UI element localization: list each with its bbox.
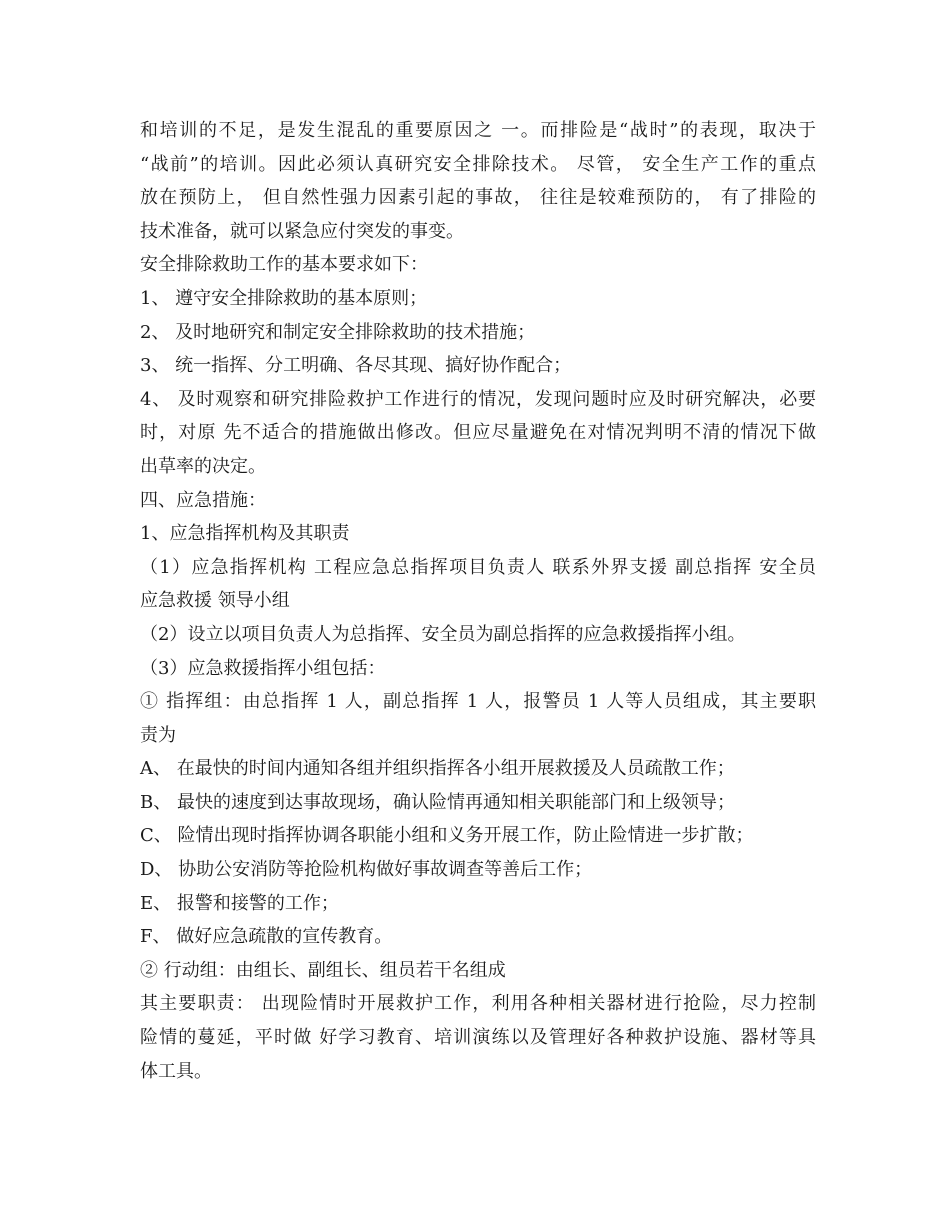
text-line: 时，对原 先不适合的措施做出修改。但应尽量避免在对情况判明不清的情况下做 bbox=[140, 422, 816, 444]
list-item: （1）应急指挥机构 工程应急总指挥项目负责人 联系外界支援 副总指挥 安全员 bbox=[140, 556, 816, 578]
section-heading: 四、应急措施： bbox=[140, 489, 266, 511]
text-line: “战前”的培训。因此必须认真研究安全排除技术。 尽管， 安全生产工作的重点 bbox=[140, 153, 816, 175]
text-line: 应急救援 领导小组 bbox=[140, 590, 290, 612]
list-item: 4、 及时观察和研究排险救护工作进行的情况，发现问题时应及时研究解决，必要 bbox=[140, 388, 816, 410]
list-item: D、 协助公安消防等抢险机构做好事故调查等善后工作； bbox=[140, 859, 593, 881]
list-item: A、 在最快的时间内通知各组并组织指挥各小组开展救援及人员疏散工作； bbox=[140, 758, 735, 780]
list-item: ② 行动组：由组长、副组长、组员若干名组成 bbox=[140, 959, 506, 981]
list-item: 3、 统一指挥、分工明确、各尽其现、搞好协作配合； bbox=[140, 355, 572, 377]
text-line: 责为 bbox=[140, 724, 176, 746]
text-line: 和培训的不足，是发生混乱的重要原因之 一。而排险是“战时”的表现，取决于 bbox=[140, 120, 816, 141]
subsection-heading: 1、应急指挥机构及其职责 bbox=[140, 523, 350, 545]
document-body bbox=[140, 114, 816, 1088]
list-item: 2、 及时地研究和制定安全排除救助的技术措施； bbox=[140, 321, 536, 343]
list-item: E、 报警和接警的工作； bbox=[140, 892, 339, 914]
section-intro: 安全排除救助工作的基本要求如下： bbox=[140, 254, 428, 276]
list-item: 1、 遵守安全排除救助的基本原则； bbox=[140, 287, 428, 309]
list-item: F、 做好应急疏散的宣传教育。 bbox=[140, 926, 393, 948]
list-item: B、 最快的速度到达事故现场，确认险情再通知相关职能部门和上级领导； bbox=[140, 791, 735, 813]
text-line: 技术准备，就可以紧急应付突发的事变。 bbox=[140, 220, 464, 242]
text-line: 放在预防上， 但自然性强力因素引起的事故， 往往是较难预防的， 有了排险的 bbox=[140, 187, 816, 209]
text-line: 出草率的决定。 bbox=[140, 455, 266, 477]
text-line: 其主要职责： 出现险情时开展救护工作，利用各种相关器材进行抢险，尽力控制 bbox=[140, 993, 816, 1015]
list-item: ① 指挥组：由总指挥 1 人，副总指挥 1 人，报警员 1 人等人员组成，其主要职 bbox=[140, 691, 816, 713]
text-line: 体工具。 bbox=[140, 1060, 212, 1082]
list-item: （3）应急救援指挥小组包括： bbox=[140, 657, 386, 679]
list-item: （2）设立以项目负责人为总指挥、安全员为副总指挥的应急救援指挥小组。 bbox=[140, 623, 746, 645]
list-item: C、 险情出现时指挥协调各职能小组和义务开展工作，防止险情进一步扩散； bbox=[140, 825, 754, 847]
text-line: 险情的蔓延，平时做 好学习教育、培训演练以及管理好各种救护设施、器材等具 bbox=[140, 1027, 816, 1049]
